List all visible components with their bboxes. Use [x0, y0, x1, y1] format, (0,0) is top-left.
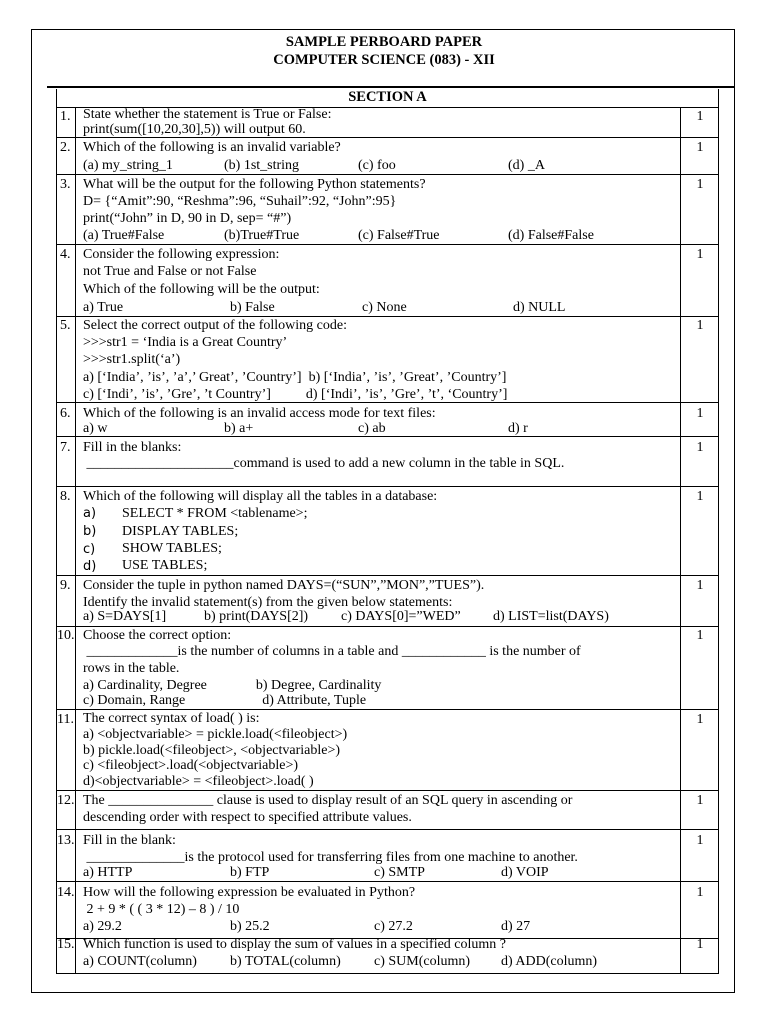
question-text: Consider the following expression:: [83, 247, 280, 262]
row-divider: [56, 137, 719, 138]
question-marks: 1: [696, 489, 704, 504]
question-marks: 1: [696, 247, 704, 262]
option-a: a) 29.2: [83, 919, 122, 934]
question-text: Which function is used to display the sum of values in a specified column ?: [83, 937, 507, 952]
question-text: Which of the following is an invalid access mode for text files:: [83, 406, 436, 421]
row-divider: [56, 881, 719, 882]
option-d: d) LIST=list(DAYS): [493, 609, 609, 624]
option-b: b) print(DAYS[2]): [204, 609, 309, 624]
option-b: b) TOTAL(column): [230, 954, 341, 969]
question-number: 14.: [57, 885, 75, 900]
option-b: (b) 1st_string: [224, 158, 300, 173]
question-text: How will the following expression be evaluated in Python?: [83, 885, 416, 900]
option-c: c) None: [362, 300, 407, 315]
question-number: 3.: [60, 177, 71, 192]
question-marks: 1: [696, 793, 704, 808]
question-marks: 1: [696, 628, 704, 643]
question-number: 12.: [57, 793, 75, 808]
list-item: SHOW TABLES;: [122, 541, 222, 556]
row-divider: [56, 436, 719, 437]
option-c: (c) False#True: [358, 228, 440, 243]
row-divider: [56, 790, 719, 791]
question-text: >>>str1 = ‘India is a Great Country’: [83, 335, 288, 350]
question-marks: 1: [696, 440, 704, 455]
question-text: Which of the following is an invalid variable?: [83, 140, 341, 155]
option-a: (a) True#False: [83, 228, 165, 243]
option-d: d) NULL: [513, 300, 566, 315]
option-d: d) 27: [501, 919, 531, 934]
question-number: 2.: [60, 140, 71, 155]
question-number: 5.: [60, 318, 71, 333]
question-number: 4.: [60, 247, 71, 262]
option-b: b) False: [230, 300, 275, 315]
question-marks: 1: [696, 177, 704, 192]
option-d: d) VOIP: [501, 865, 549, 880]
question-number: 7.: [60, 440, 71, 455]
option-a: a) S=DAYS[1]: [83, 609, 167, 624]
option-a: a) HTTP: [83, 865, 133, 880]
question-marks: 1: [696, 712, 704, 727]
question-text: print(“John” in D, 90 in D, sep= “#”): [83, 211, 292, 226]
option-line: a) [‘India’, ’is’, ’a’,’ Great’, ’Country’] b) [‘India’, ’is’, ’Great’, ’Country’]: [83, 370, 507, 385]
option-b: (b)True#True: [224, 228, 300, 243]
option-line: c) <fileobject>.load(<objectvariable>): [83, 758, 299, 773]
row-divider: [56, 402, 719, 403]
question-number: 1.: [60, 109, 71, 124]
row-divider: [56, 174, 719, 175]
question-marks: 1: [696, 406, 704, 421]
question-text: Choose the correct option:: [83, 628, 232, 643]
row-divider: [56, 626, 719, 627]
paper-subtitle: COMPUTER SCIENCE (083) - XII: [273, 52, 495, 68]
option-b: b) 25.2: [230, 919, 270, 934]
paper-title: SAMPLE PERBOARD PAPER: [285, 34, 483, 50]
option-c: c) ab: [358, 421, 386, 436]
question-text: _____________is the number of columns in a table and ____________ is the number of: [83, 644, 581, 659]
question-number: 13.: [57, 833, 75, 848]
option-d: d) r: [508, 421, 528, 436]
question-text: print(sum([10,20,30],5)) will output 60.: [83, 122, 306, 137]
question-text: >>>str1.split(‘a’): [83, 352, 181, 367]
question-text: The _______________ clause is used to display result of an SQL query in ascending or: [83, 793, 573, 808]
option-line: c) [‘Indi’, ’is’, ’Gre’, ’t Country’] d) [‘Indi’, ’is’, ’Gre’, ’t’, ‘Country’]: [83, 387, 508, 402]
question-text: What will be the output for the following Python statements?: [83, 177, 426, 192]
question-text: 2 + 9 * ( ( 3 * 12) – 8 ) / 10: [83, 902, 240, 917]
question-text: ______________is the protocol used for transferring files from one machine to another.: [83, 850, 578, 865]
option-b: b) a+: [224, 421, 254, 436]
question-text: not True and False or not False: [83, 264, 257, 279]
option-c: c) 27.2: [374, 919, 413, 934]
question-text: descending order with respect to specified attribute values.: [83, 810, 412, 825]
question-marks: 1: [696, 318, 704, 333]
row-divider: [56, 829, 719, 830]
option-a: (a) my_string_1: [83, 158, 173, 173]
row-divider: [56, 316, 719, 317]
question-marks: 1: [696, 885, 704, 900]
option-line: a) <objectvariable> = pickle.load(<fileobject>): [83, 727, 348, 742]
list-label: c): [83, 542, 96, 557]
question-text: Fill in the blanks:: [83, 440, 182, 455]
list-label: b): [83, 524, 97, 539]
table-bottom-border: [56, 973, 719, 974]
question-text: The correct syntax of load( ) is:: [83, 711, 260, 726]
row-divider: [56, 486, 719, 487]
option-d: (d) False#False: [508, 228, 594, 243]
question-text: _____________________command is used to add a new column in the table in SQL.: [83, 456, 565, 471]
question-number: 9.: [60, 578, 71, 593]
question-text: State whether the statement is True or False:: [83, 107, 332, 122]
row-divider: [56, 244, 719, 245]
qnum-column-line: [75, 107, 76, 974]
row-divider: [56, 575, 719, 576]
option-line: c) Domain, Range d) Attribute, Tuple: [83, 693, 367, 708]
question-marks: 1: [696, 140, 704, 155]
question-marks: 1: [696, 833, 704, 848]
question-text: Select the correct output of the following code:: [83, 318, 347, 333]
option-line: b) pickle.load(<fileobject>, <objectvariable>): [83, 743, 341, 758]
question-table: [56, 89, 719, 974]
option-a: a) True: [83, 300, 124, 315]
question-number: 11.: [57, 712, 74, 727]
option-line: d)<objectvariable> = <fileobject>.load( ): [83, 774, 314, 789]
option-a: a) w: [83, 421, 108, 436]
list-item: DISPLAY TABLES;: [122, 524, 239, 539]
question-marks: 1: [696, 109, 704, 124]
option-d: (d) _A: [508, 158, 545, 173]
question-marks: 1: [696, 578, 704, 593]
option-c: c) SMTP: [374, 865, 425, 880]
question-marks: 1: [696, 937, 704, 952]
question-text: Which of the following will be the output:: [83, 282, 320, 297]
list-item: SELECT * FROM <tablename>;: [122, 506, 308, 521]
question-number: 10.: [57, 628, 75, 643]
question-text: Identify the invalid statement(s) from the given below statements:: [83, 595, 453, 610]
list-item: USE TABLES;: [122, 558, 208, 573]
question-text: rows in the table.: [83, 661, 180, 676]
question-text: Fill in the blank:: [83, 833, 176, 848]
question-text: Consider the tuple in python named DAYS=(“SUN”,”MON”,”TUES”).: [83, 578, 485, 593]
header-rule: [47, 86, 734, 88]
option-a: a) COUNT(column): [83, 954, 197, 969]
question-number: 15.: [57, 937, 75, 952]
option-d: d) ADD(column): [501, 954, 598, 969]
option-c: c) SUM(column): [374, 954, 471, 969]
question-text: Which of the following will display all the tables in a database:: [83, 489, 438, 504]
question-text: D= {“Amit”:90, “Reshma”:96, “Suhail”:92, “John”:95}: [83, 194, 397, 209]
option-line: a) Cardinality, Degree b) Degree, Cardinality: [83, 678, 382, 693]
list-label: d): [83, 559, 97, 574]
section-heading: SECTION A: [348, 89, 427, 105]
question-number: 8.: [60, 489, 71, 504]
question-number: 6.: [60, 406, 71, 421]
list-label: a): [83, 506, 97, 521]
option-c: c) DAYS[0]=”WED”: [341, 609, 461, 624]
option-c: (c) foo: [358, 158, 396, 173]
option-b: b) FTP: [230, 865, 270, 880]
row-divider: [56, 709, 719, 710]
